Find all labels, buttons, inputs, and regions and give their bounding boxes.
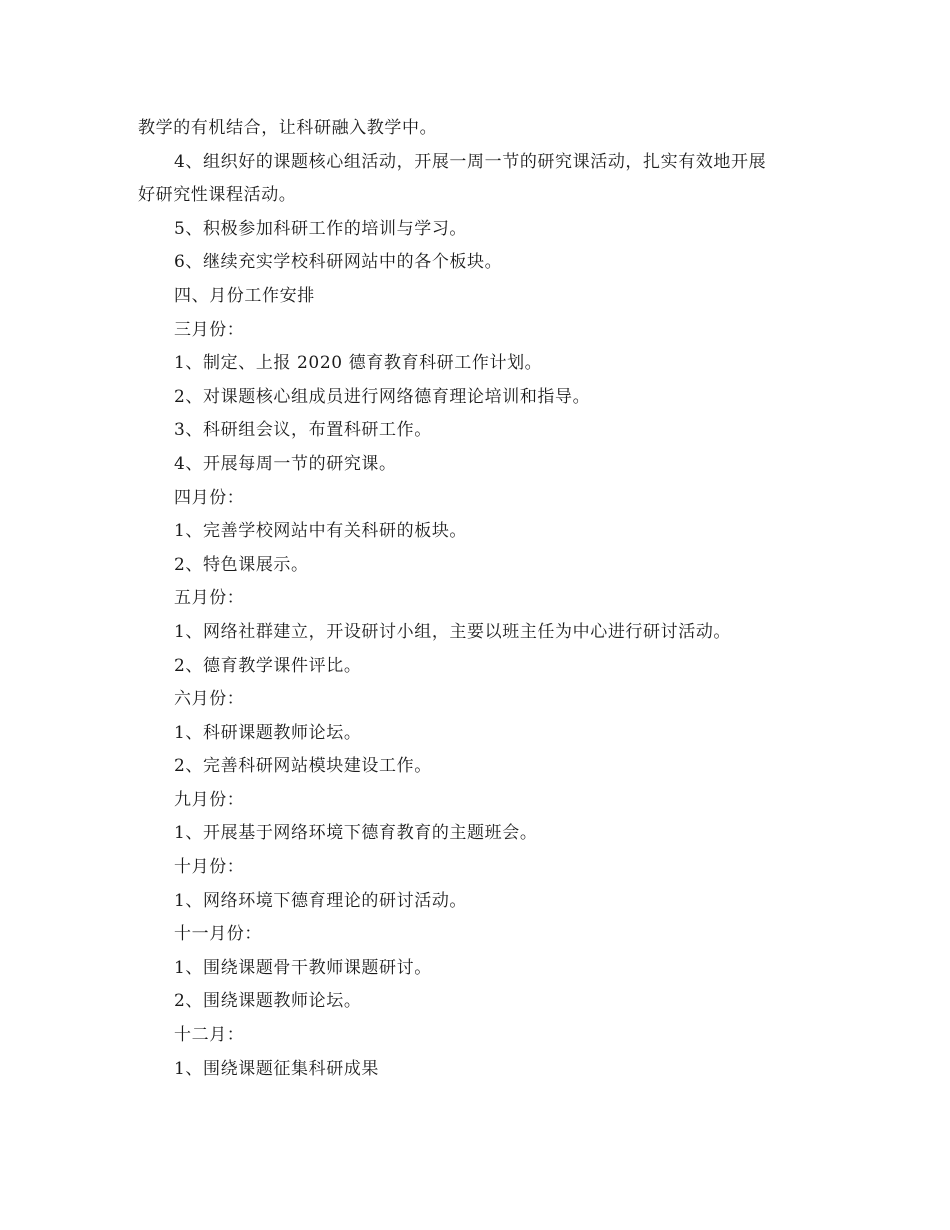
text-line: 六月份：	[174, 689, 245, 710]
text-line: 九月份：	[174, 789, 245, 810]
text-line: 1、完善学校网站中有关科研的板块。	[174, 521, 468, 542]
text-line: 1、科研课题教师论坛。	[174, 722, 362, 743]
text-line: 1、开展基于网络环境下德育教育的主题班会。	[174, 823, 538, 844]
document-body	[138, 112, 828, 1086]
text-line: 十月份：	[174, 857, 245, 878]
text-line: 2、对课题核心组成员进行网络德育理论培训和指导。	[174, 386, 591, 407]
text-line: 1、围绕课题骨干教师课题研讨。	[174, 957, 432, 978]
text-line: 1、网络环境下德育理论的研讨活动。	[174, 890, 468, 911]
text-line: 6、继续充实学校科研网站中的各个板块。	[174, 252, 503, 273]
text-line: 4、组织好的课题核心组活动，开展一周一节的研究课活动，扎实有效地开展	[174, 151, 767, 172]
text-line: 2、围绕课题教师论坛。	[174, 991, 362, 1012]
text-line: 1、网络社群建立，开设研讨小组，主要以班主任为中心进行研讨活动。	[174, 621, 732, 642]
text-line: 1、围绕课题征集科研成果	[174, 1058, 380, 1079]
text-line: 十一月份：	[174, 924, 262, 945]
text-line: 3、科研组会议，布置科研工作。	[174, 420, 432, 441]
text-line: 五月份：	[174, 588, 245, 609]
text-line: 好研究性课程活动。	[138, 185, 297, 206]
text-line: 4、开展每周一节的研究课。	[174, 453, 397, 474]
text-line: 2、完善科研网站模块建设工作。	[174, 756, 432, 777]
text-line: 十二月：	[174, 1025, 245, 1046]
text-line: 三月份：	[174, 319, 245, 340]
text-line: 2、特色课展示。	[174, 554, 309, 575]
text-line: 教学的有机结合，让科研融入教学中。	[138, 118, 438, 138]
text-line: 5、积极参加科研工作的培训与学习。	[174, 218, 468, 239]
text-line: 1、制定、上报 2020 德育教育科研工作计划。	[174, 353, 543, 374]
text-line: 四月份：	[174, 487, 245, 508]
text-line: 四、月份工作安排	[174, 285, 315, 306]
text-line: 2、德育教学课件评比。	[174, 655, 362, 676]
